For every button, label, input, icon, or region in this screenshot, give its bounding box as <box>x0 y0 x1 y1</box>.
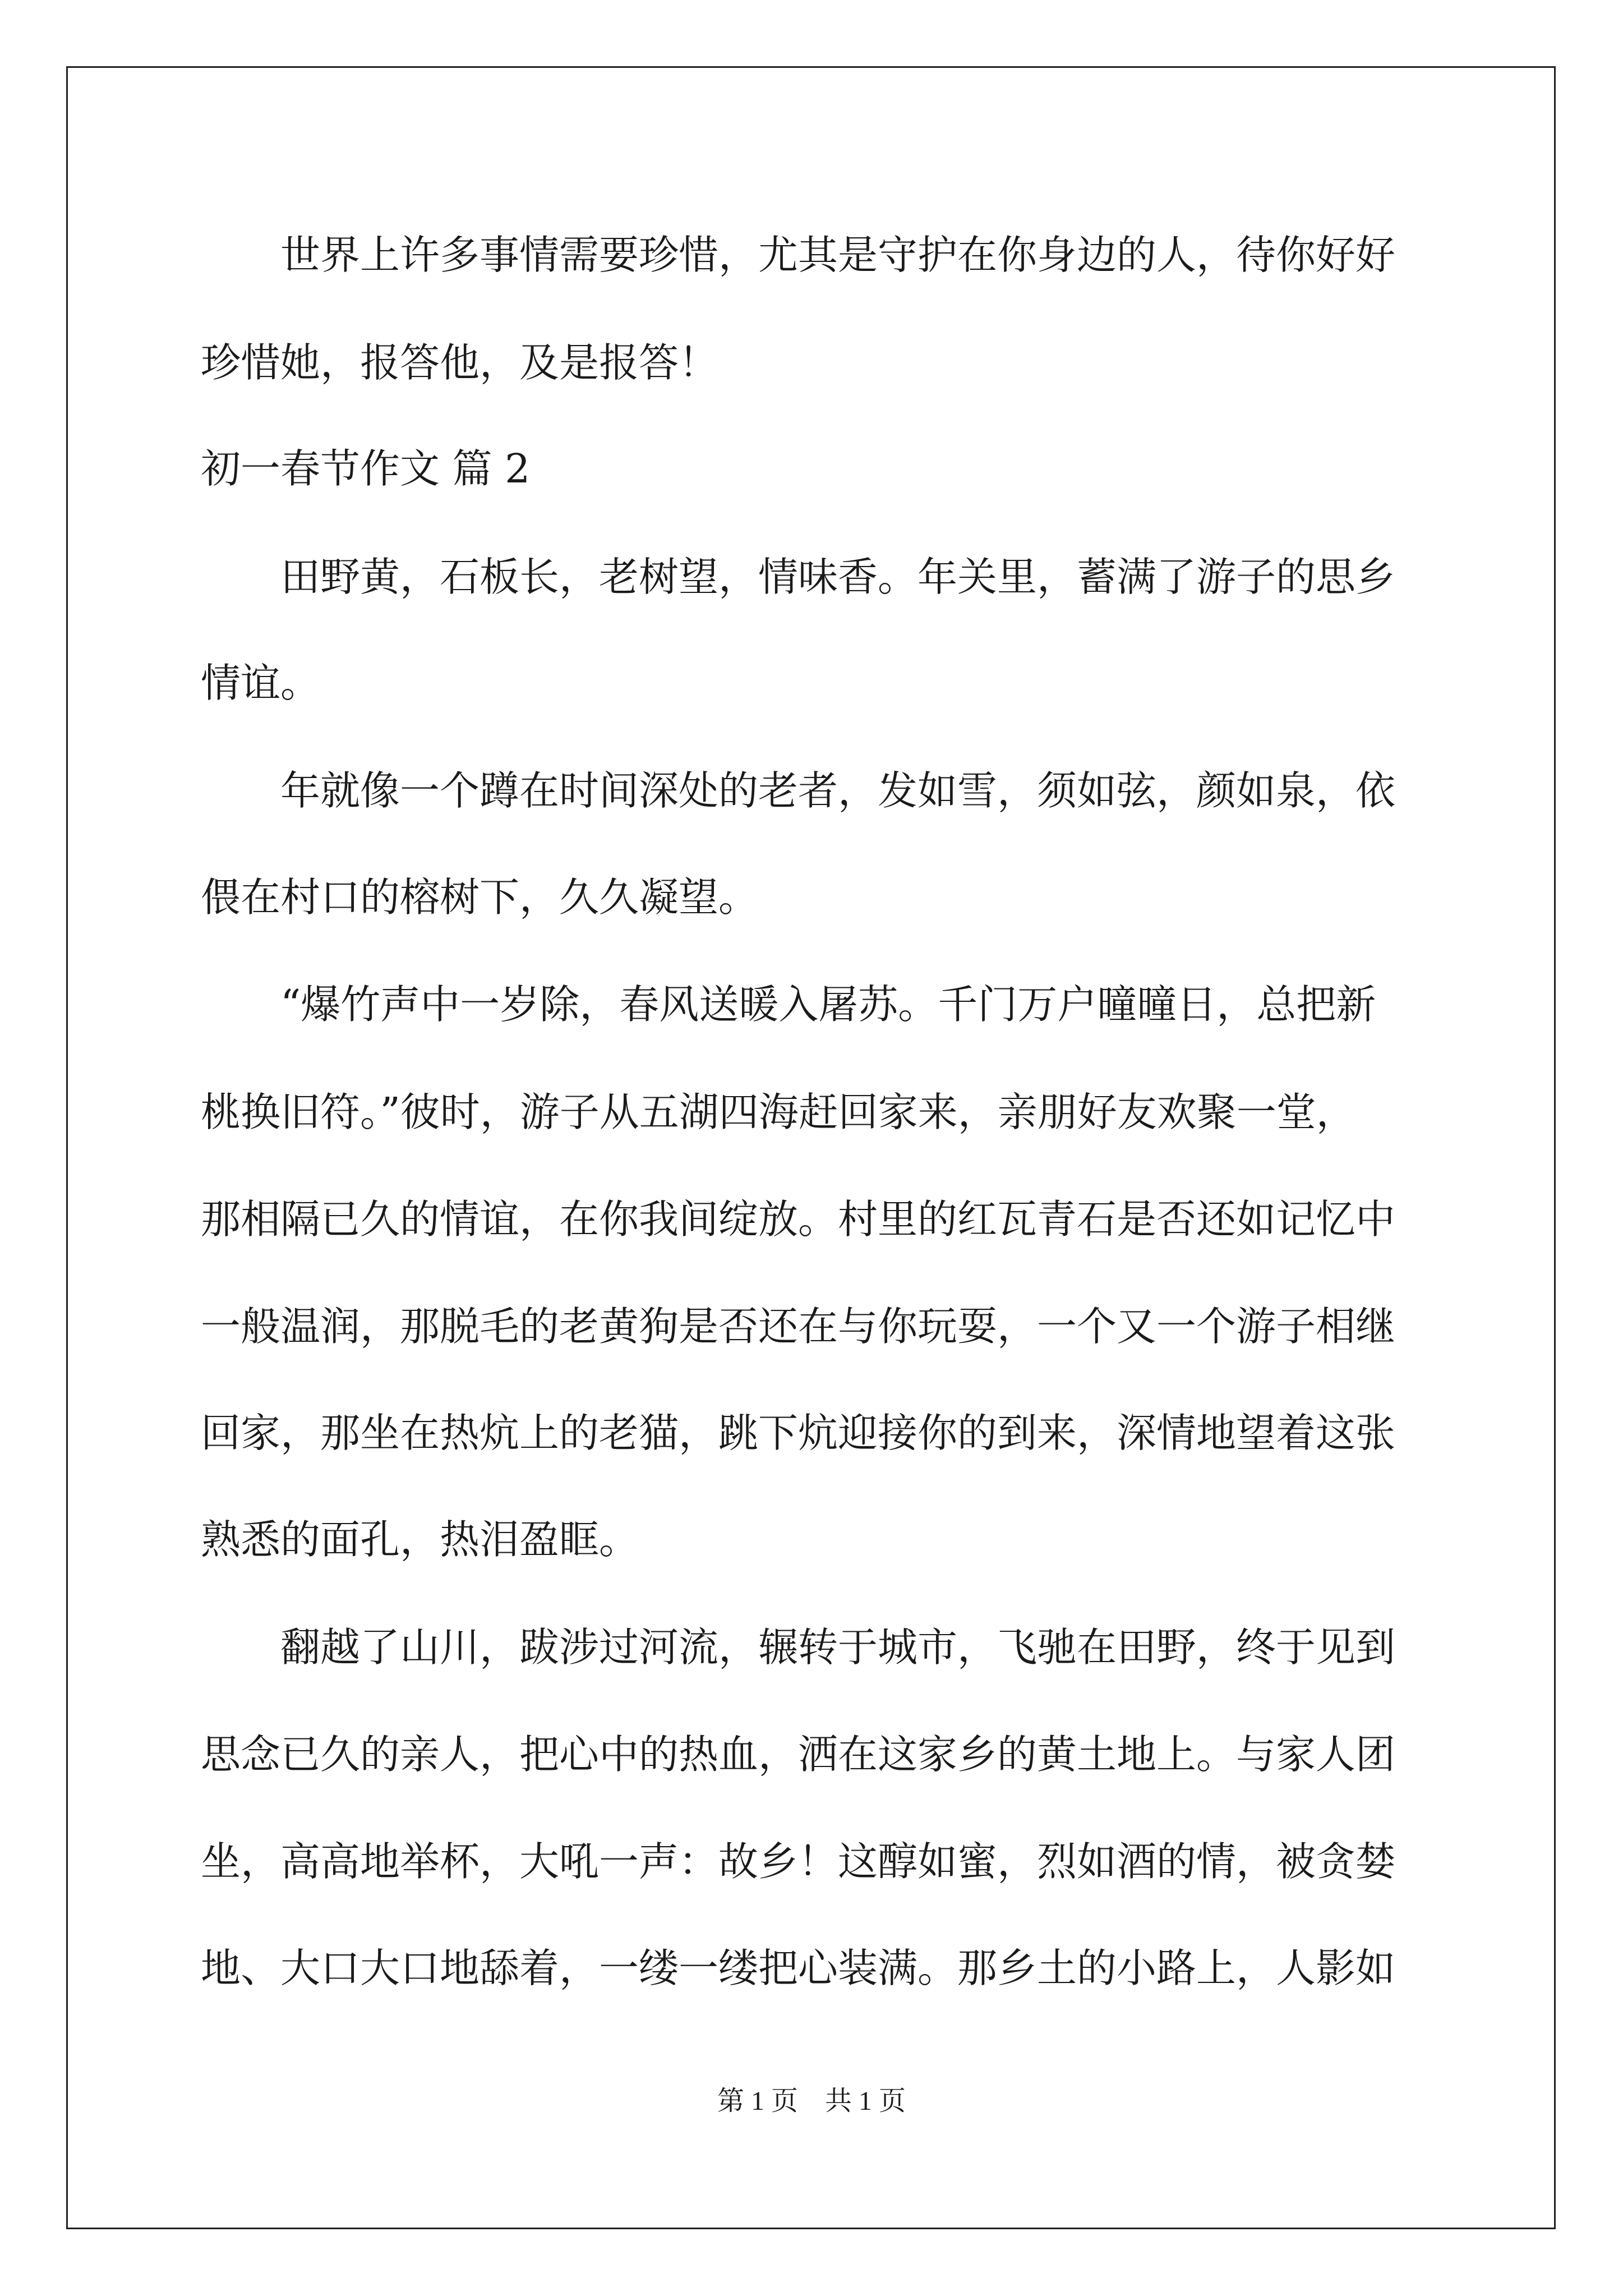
paragraph-line: 翻越了山川，跋涉过河流，辗转于城市，飞驰在田野，终于见到 <box>280 1624 1396 1671</box>
paragraph-line: “爆竹声中一岁除，春风送暖入屠苏。千门万户曈曈日，总把新 <box>280 981 1376 1028</box>
paragraph-line: 偎在村口的榕树下，久久凝望。 <box>201 874 759 921</box>
paragraph-line: 桃换旧符。”彼时，游子从五湖四海赶回家来，亲朋好友欢聚一堂， <box>201 1089 1356 1135</box>
paragraph-line: 田野黄，石板长，老树望，情味香。年关里，蓄满了游子的思乡 <box>280 554 1396 600</box>
paragraph-line: 思念已久的亲人，把心中的热血，洒在这家乡的黄土地上。与家人团 <box>201 1731 1396 1778</box>
section-heading: 初一春节作文 篇 2 <box>201 445 531 492</box>
paragraph-line: 情谊。 <box>201 660 321 706</box>
paragraph-line: 熟悉的面孔，热泪盈眶。 <box>201 1516 639 1563</box>
paragraph-line: 世界上许多事情需要珍惜，尤其是守护在你身边的人，待你好好 <box>280 232 1396 278</box>
page-footer <box>0 2085 1623 2118</box>
paragraph-line: 一般温润，那脱毛的老黄狗是否还在与你玩耍，一个又一个游子相继 <box>201 1303 1396 1350</box>
paragraph-line: 地、大口大口地舔着，一缕一缕把心装满。那乡土的小路上，人影如 <box>201 1945 1396 1991</box>
paragraph-line: 年就像一个蹲在时间深处的老者，发如雪，须如弦，颜如泉，依 <box>280 767 1396 814</box>
page-number: 第 1 页 <box>717 2086 798 2116</box>
paragraph-line: 回家，那坐在热炕上的老猫，跳下炕迎接你的到来，深情地望着这张 <box>201 1410 1396 1456</box>
page-total: 共 1 页 <box>825 2086 906 2116</box>
paragraph-line: 坐，高高地举杯，大吼一声：故乡！这醇如蜜，烈如酒的情，被贪婪 <box>201 1838 1396 1885</box>
paragraph-line: 珍惜她，报答他，及是报答！ <box>201 339 719 386</box>
paragraph-line: 那相隔已久的情谊，在你我间绽放。村里的红瓦青石是否还如记忆中 <box>201 1196 1396 1243</box>
